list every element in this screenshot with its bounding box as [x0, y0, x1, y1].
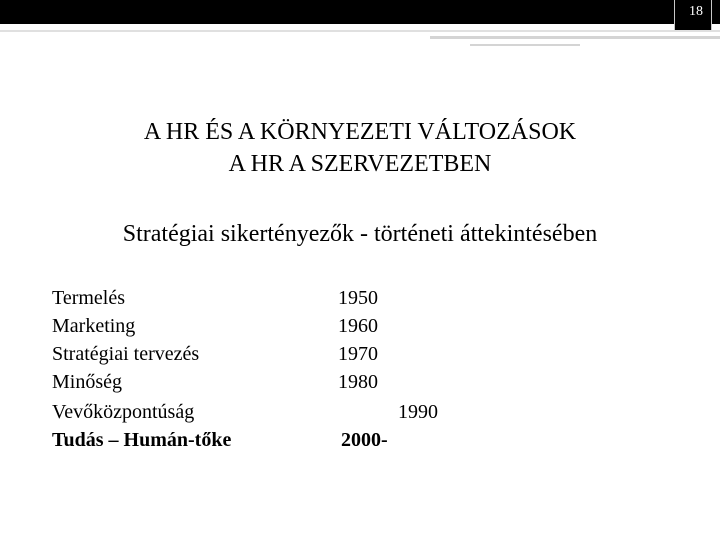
row-label-vevokozpontusag: Vevőközpontúság	[52, 401, 195, 423]
row-label-marketing: Marketing	[52, 315, 136, 337]
page-number: 18	[689, 4, 703, 19]
page-number-box	[674, 0, 712, 30]
title-line-1: A HR ÉS A KÖRNYEZETI VÁLTOZÁSOK	[143, 119, 577, 145]
row-year-1950: 1950	[338, 287, 378, 309]
row-year-1960: 1960	[338, 315, 378, 337]
row-year-1990: 1990	[398, 401, 438, 423]
row-year-1980: 1980	[338, 371, 378, 393]
title-line-2: A HR A SZERVEZETBEN	[228, 151, 492, 177]
decorative-line	[430, 36, 720, 39]
top-bar	[0, 0, 720, 24]
subtitle: Stratégiai sikertényezők - történeti áttekintésében	[122, 221, 598, 247]
row-label-tudas-human-toke: Tudás – Humán-tőke	[52, 429, 232, 451]
row-year-2000: 2000-	[341, 429, 388, 451]
row-label-strategiai-tervezes: Stratégiai tervezés	[52, 343, 200, 365]
decorative-line	[470, 44, 580, 46]
row-label-termeles: Termelés	[52, 287, 126, 309]
decorative-line	[0, 30, 720, 32]
row-label-minoseg: Minőség	[52, 371, 122, 393]
row-year-1970: 1970	[338, 343, 378, 365]
